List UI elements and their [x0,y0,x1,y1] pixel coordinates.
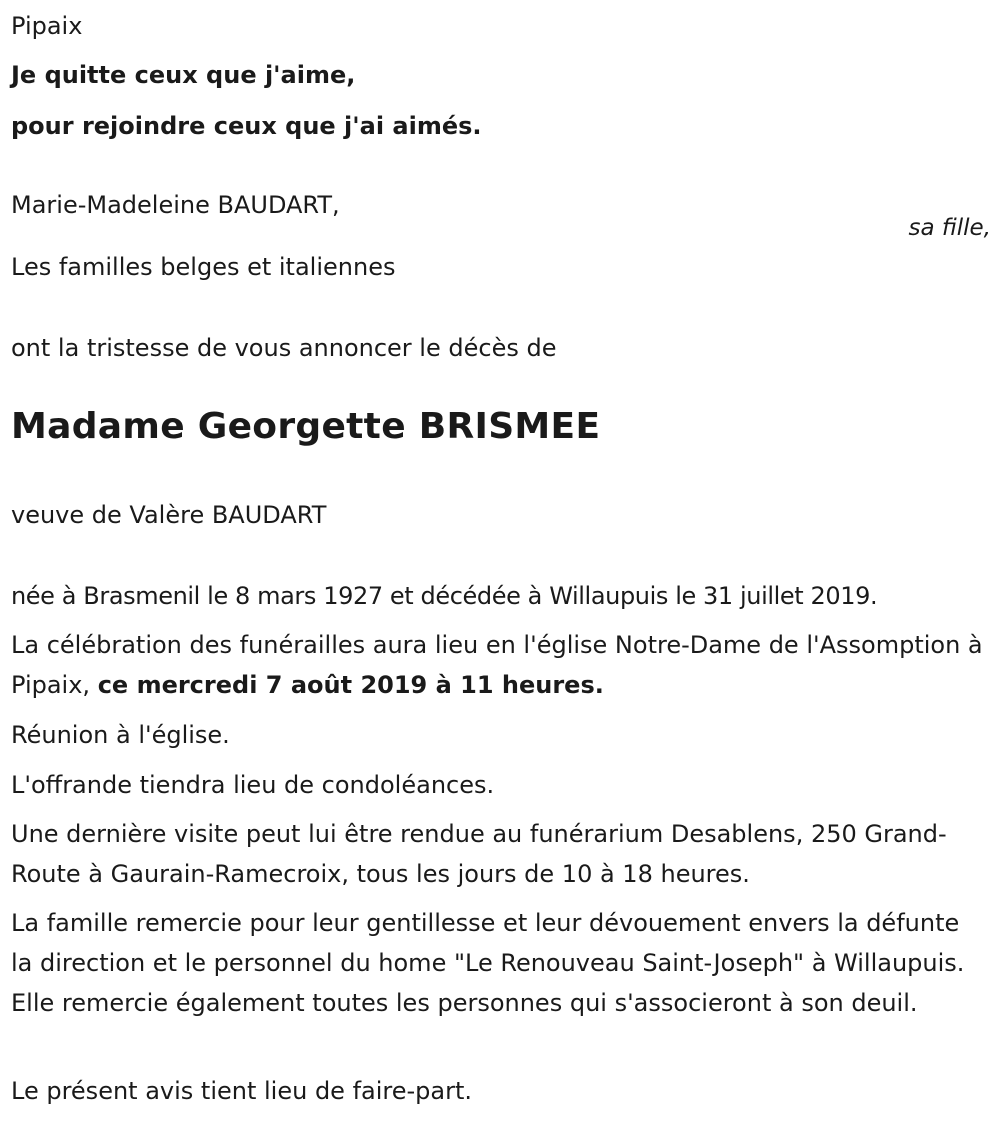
epitaph-line-1: Je quitte ceux que j'aime, [11,61,356,89]
widow-of: veuve de Valère BAUDART [11,501,327,529]
offering-note: L'offrande tiendra lieu de condoléances. [11,771,495,799]
visit-details: Une dernière visite peut lui être rendue au funérarium Desablens, 250 Grand-Route à Gaurain-Ramecroix, tous les jours de 10 à 18 heures. [11,820,947,888]
funeral-date-time: ce mercredi 7 août 2019 à 11 heures. [97,671,604,699]
birth-death-dates: née à Brasmenil le 8 mars 1927 et décédée à Willaupuis le 31 juillet 2019. [11,582,878,610]
death-notice [11,0,991,1128]
deceased-name: Madame Georgette BRISMEE [11,406,601,447]
closing-note: Le présent avis tient lieu de faire-part. [11,1077,473,1105]
announcement-text: ont la tristesse de vous annoncer le décès de [11,334,557,362]
daughter-name: Marie-Madeleine BAUDART, [11,191,340,219]
funeral-text: La célébration des funérailles aura lieu en l'église Notre-Dame de l'Assomption à Pipaix, [11,631,983,699]
meeting-place: Réunion à l'église. [11,721,230,749]
daughter-relation: sa fille, [908,215,991,241]
thanks-message: La famille remercie pour leur gentillesse et leur dévouement envers la défunte la direction et le personnel du home "Le Renouveau Saint-Joseph" à Willaupuis. Elle remercie également toutes les personnes qui s'associeront à son deuil. [11,909,965,1017]
epitaph-line-2: pour rejoindre ceux que j'ai aimés. [11,112,482,140]
funeral-details [11,625,986,705]
other-family: Les familles belges et italiennes [11,253,396,281]
town-name: Pipaix [11,12,83,40]
